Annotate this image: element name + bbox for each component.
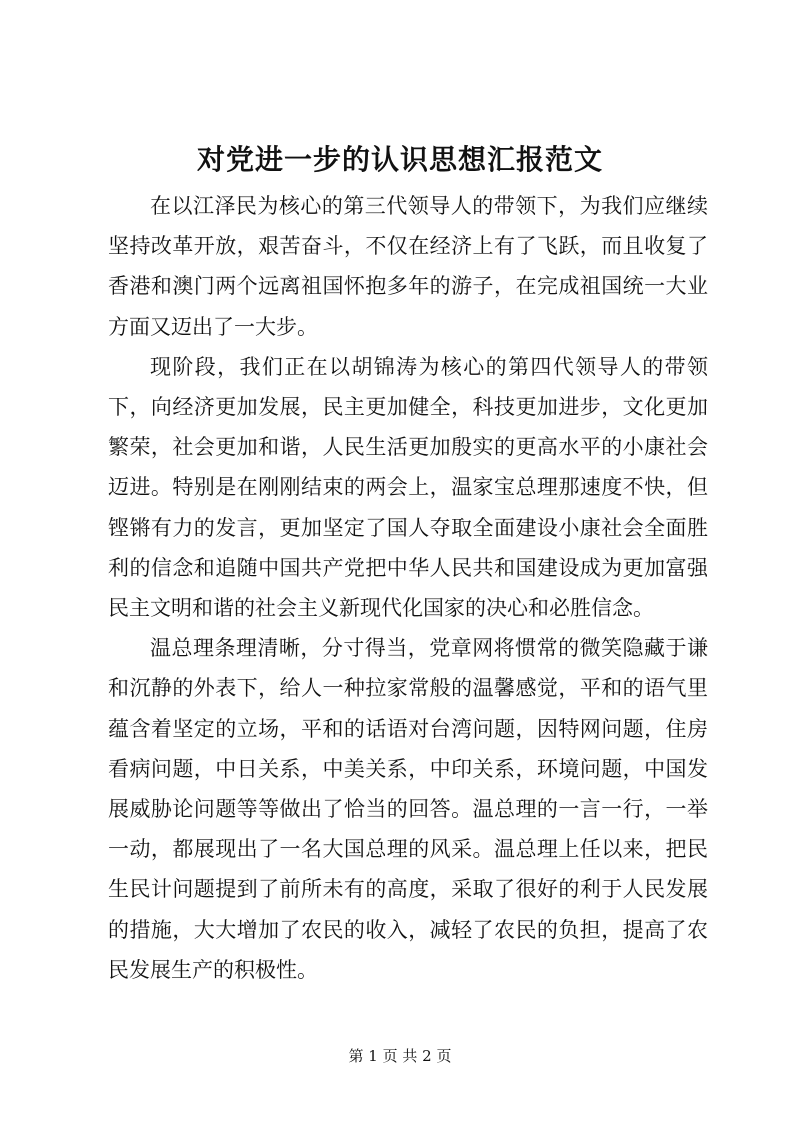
document-title: 对党进一步的认识思想汇报范文 (196, 143, 603, 176)
page-number-footer: 第 1 页 共 2 页 (348, 1047, 452, 1065)
paragraph-2: 现阶段，我们正在以胡锦涛为核心的第四代领导人的带领下，向经济更加发展，民主更加健全，科技更加进步，文化更加繁荣，社会更加和谐，人民生活更加殷实的更高水平的小康社会迈进。特别是在刚刚结束的两会上，温家宝总理那速度不快，但铿锵有力的发言，更加坚定了国人夺取全面建设小康社会全面胜利的信念和追随中国共产党把中华人民共和国建设成为更加富强民主文明和谐的社会主义新现代化国家的决心和必胜信念。 (108, 354, 708, 621)
document-body (108, 186, 708, 990)
paragraph-1: 在以江泽民为核心的第三代领导人的带领下，为我们应继续坚持改革开放，艰苦奋斗，不仅在经济上有了飞跃，而且收复了香港和澳门两个远离祖国怀抱多年的游子，在完成祖国统一大业方面又迈出了一大步。 (108, 194, 708, 339)
paragraph-3: 温总理条理清晰，分寸得当，党章网将惯常的微笑隐藏于谦和沉静的外表下，给人一种拉家常般的温馨感觉，平和的语气里蕴含着坚定的立场，平和的话语对台湾问题，因特网问题，住房看病问题，中日关系，中美关系，中印关系，环境问题，中国发展威胁论问题等等做出了恰当的回答。温总理的一言一行，一举一动，都展现出了一名大国总理的风采。温总理上任以来，把民生民计问题提到了前所未有的高度，采取了很好的利于人民发展的措施，大大增加了农民的收入，减轻了农民的负担，提高了农民发展生产的积极性。 (108, 636, 708, 982)
